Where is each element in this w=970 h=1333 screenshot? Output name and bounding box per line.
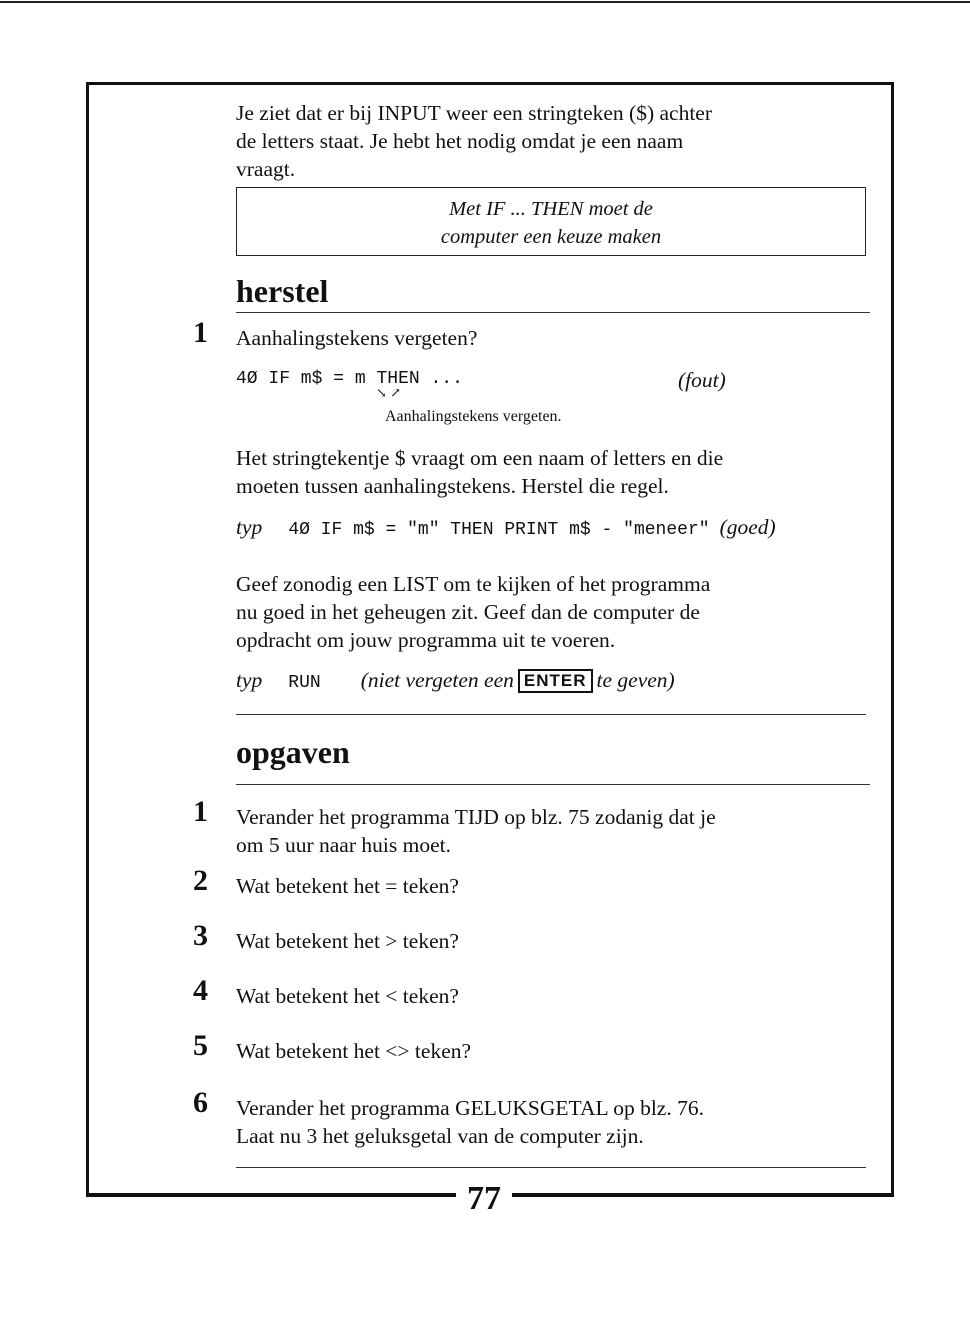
exercise-line: Verander het programma GELUKSGETAL op blz. 76. [236,1096,704,1120]
intro-line: de letters staat. Je hebt het nodig omdat je een naam [236,129,684,153]
exercise-text: Wat betekent het < teken? [236,984,459,1008]
herstel-question: Aanhalingstekens vergeten? [236,326,478,350]
pointer-arrows-icon: ↘ ↗ [376,385,402,400]
section-divider [236,784,870,785]
typ-note: (goed) [719,515,776,539]
item-number: 1 [193,316,208,349]
exercise-number: 5 [193,1029,208,1062]
exercise-text: Wat betekent het > teken? [236,929,459,953]
frame-bottom-border-right [512,1193,894,1197]
paragraph-line: opdracht om jouw programma uit te voeren. [236,628,616,652]
exercise-text [236,803,716,859]
note-line: computer een keuze maken [440,226,662,248]
page-number: 77 [467,1180,501,1217]
wrong-label: (fout) [678,368,726,392]
section-divider [236,714,866,715]
section-heading-opgaven: opgaven [236,734,350,770]
paragraph-line: moeten tussen aanhalingstekens. Herstel die regel. [236,474,669,498]
section-divider [236,1167,866,1168]
exercise-text [236,1094,704,1150]
typ-instruction-1 [236,513,776,541]
intro-paragraph [236,99,712,183]
typ-instruction-2 [236,666,675,694]
exercise-line: Verander het programma TIJD op blz. 75 zodanig dat je [236,805,716,829]
herstel-paragraph-2 [236,570,710,654]
typ-label: typ [236,668,263,692]
exercise-text: Wat betekent het = teken? [236,874,459,898]
section-heading-herstel: herstel [236,273,329,309]
exercise-number: 2 [193,864,208,897]
section-divider [236,312,870,313]
herstel-paragraph [236,444,723,500]
typ-note: te geven) [596,668,675,692]
exercise-number: 1 [193,795,208,828]
paragraph-line: Het stringtekentje $ vraagt om een naam of letters en die [236,446,724,470]
frame-left-border [86,82,89,1196]
code-text: THEN ... [376,369,463,389]
exercise-number: 4 [193,974,208,1007]
exercise-number: 6 [193,1086,208,1119]
intro-line: Je ziet dat er bij INPUT weer een stringteken ($) achter [236,101,712,125]
exercise-line: om 5 uur naar huis moet. [236,833,451,857]
frame-top-border [86,82,894,85]
exercise-text: Wat betekent het <> teken? [236,1039,472,1063]
note-box [236,187,866,256]
paragraph-line: nu goed in het geheugen zit. Geef dan de computer de [236,600,700,624]
code-text: 4Ø IF m$ = [236,369,345,389]
typ-code: RUN [288,673,321,693]
exercise-line: Laat nu 3 het geluksgetal van de computer zijn. [236,1124,644,1148]
enter-key-icon: ENTER [518,669,593,693]
top-scan-rule [0,1,970,3]
wrong-code-line [236,369,463,389]
paragraph-line: Geef zonodig een LIST om te kijken of het programma [236,572,711,596]
frame-right-border [891,82,894,1196]
code-text: m [354,369,366,389]
note-line: Met IF ... THEN moet de [449,198,653,220]
frame-bottom-border-left [86,1193,456,1197]
typ-note: (niet vergeten een [360,668,514,692]
intro-line: vraagt. [236,157,296,181]
typ-label: typ [236,515,263,539]
exercise-number: 3 [193,919,208,952]
wrong-caption: Aanhalingstekens vergeten. [385,408,562,425]
typ-code: 4Ø IF m$ = "m" THEN PRINT m$ - "meneer" [288,520,710,540]
